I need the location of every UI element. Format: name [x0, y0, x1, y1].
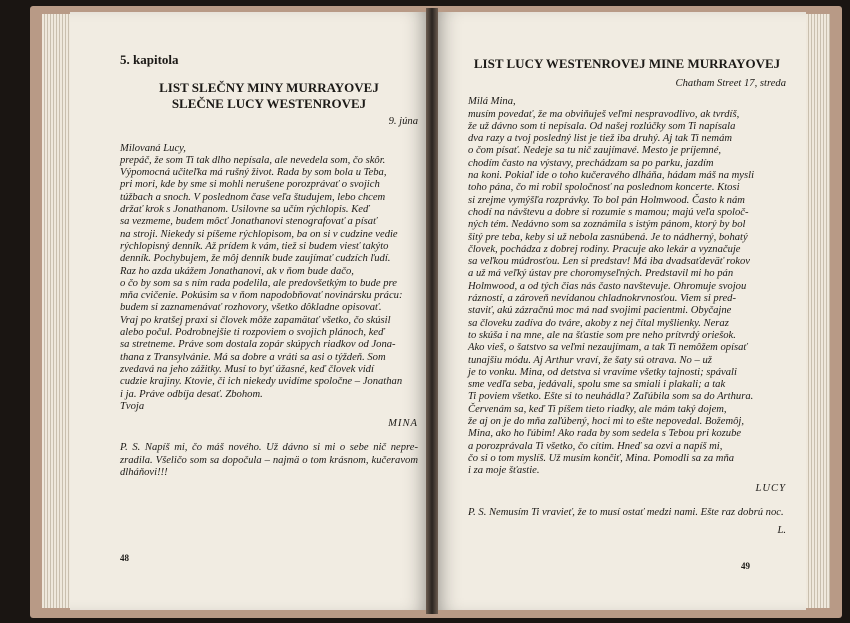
text-line: sa veľkou múdrosťou. Len si predstav! Má iba dvadsaťdeväť rokov [468, 256, 750, 268]
signature-mina: MINA [388, 418, 418, 430]
text-line: Milá Mina, [468, 96, 516, 108]
text-line: budem si zaznamenávať rozhovory, všetko dôkladne opisovať. [120, 302, 382, 314]
text-line: staviť, akú zázračnú moc má nad svojimi pacientmi. Obyčajne [468, 305, 732, 317]
text-line: držať krok s Jonathanom. Usilovne sa učím rýchlopis. Keď [120, 204, 370, 216]
left-page [70, 12, 430, 610]
text-line: sa človeku zadíva do tváre, akoby z nej čítal myšlienky. Neraz [468, 317, 729, 329]
letter-title-line2: SLEČNE LUCY WESTENROVEJ [171, 96, 367, 112]
letter-title-line1: LIST SLEČNY MINY MURRAYOVEJ [159, 80, 379, 96]
text-line: Červenám sa, keď Ti píšem tieto riadky, ale mám taký dojem, [468, 403, 727, 415]
text-line: o čom písať. Nedeje sa tu nič zaujímavé. Mesto je príjemné, [468, 145, 722, 157]
text-line: toho pána, čo mi robil spoločnosť na poslednom koncerte. Ktosi [468, 182, 740, 194]
postscript-right: P. S. Nemusím Ti vravieť, že to musí ostať medzi nami. Ešte raz dobrú noc. [468, 506, 784, 518]
text-line: Tvoja [120, 400, 145, 412]
text-line: čo si o tom myslíš. Už musím končiť, Mina. Pomodli sa za mňa [468, 452, 735, 464]
postscript-signature: L. [777, 525, 786, 537]
text-line: Vraj po kratšej praxi si človek môže zapamätať všetko, čo skúsil [120, 314, 391, 326]
letter-body-right [468, 96, 786, 477]
text-line: Ako vieš, o šatstvo sa veľmi nezaujímam, a tak Ti nemôžem opísať [468, 342, 748, 354]
text-line: prepáč, že som Ti tak dlho nepísala, ale nevedela som, čo skôr. [120, 154, 386, 166]
text-line: denník. Pochybujem, že môj denník bude zaujímať cudzích ľudí. [120, 253, 391, 265]
postscript-left: P. S. Napíš mi, čo máš nového. Už dávno si mi o sebe nič nepre-zradila. Všeličo som sa dopočula – najmä o tom krásnom, kučeravom dlháňovi!!! [120, 442, 418, 479]
book-spine-gutter [426, 8, 438, 614]
text-line: Milovaná Lucy, [120, 142, 186, 154]
text-line: Raz ho azda ukážem Jonathanovi, ak v ňom bude dačo, [120, 265, 354, 277]
text-line: i za moje šťastie. [468, 465, 540, 477]
text-line: človek, pochádza z dobrej rodiny. Pracuje ako lekár a vyznačuje [468, 243, 741, 255]
text-line: je to vonku. Mina, od detstva si vravíme všetky tajnosti; spávali [468, 366, 737, 378]
text-line: thana z Transylvánie. Má sa dobre a vráti sa asi o týždeň. Som [120, 351, 386, 363]
text-line: sme vedľa seba, jedávali, spolu sme sa smiali i plakali; a tak [468, 379, 726, 391]
text-line: musím povedať, že ma obviňuješ veľmi nespravodlivo, ak tvrdíš, [468, 108, 740, 120]
page-number-left: 48 [120, 552, 129, 563]
text-line: rázností, a zároveň nevídanou chladnokrvnosťou. Viem si pred- [468, 293, 736, 305]
text-line: sa vezmeme, budem môcť Jonathanovi stenografovať a písať [120, 216, 377, 228]
text-line: zvedavá na jeho zážitky. Musí to byť úžasné, keď človek vidí [120, 363, 374, 375]
text-line: ných tém. Nedávno som sa zoznámila s istým pánom, ktorý by bol [468, 219, 746, 231]
text-line: chodí na návštevu a dobre si rozumie s mamou; majú veľa spoloč- [468, 206, 749, 218]
right-page [434, 12, 806, 610]
chapter-heading: 5. kapitola [120, 52, 179, 67]
page-number-right: 49 [741, 560, 750, 571]
text-line: o čo by som sa s ním rada podelila, ale predovšetkým to bude pre [120, 277, 397, 289]
text-line: si zrejme vymýšľa rozprávky. To bol pán Holmwood. Často k nám [468, 194, 745, 206]
text-line: Výpomocná učiteľka má rušný život. Rada by som bola u Teba, [120, 167, 387, 179]
text-line: šitý pre teba, keby si už nebola zasnúbená. Je to nádherný, bohatý [468, 231, 748, 243]
text-line: to skúša i na mne, ale na šťastie som pre neho prítvrdý oriešok. [468, 329, 736, 341]
text-line: na koni. Pokiaľ ide o toho kučeravého dlháňa, hádam máš na mysli [468, 170, 755, 182]
text-line: cudzie krajiny. Ktovie, či ich niekedy uvidíme spoločne – Jonathan [120, 376, 403, 388]
text-line: tunajšiu módu. Aj Arthur vraví, že šaty sú otrava. No – už [468, 354, 712, 366]
text-line: sa stretneme. Práve som dostala zopár skúpych riadkov od Jona- [120, 339, 396, 351]
page-edges-left [42, 14, 70, 608]
text-line: túžbach a snoch. V poslednom čase veľa študujem, lebo chcem [120, 191, 386, 203]
letter-body-left [120, 143, 418, 414]
letter-date: 9. júna [388, 116, 418, 128]
letter-address: Chatham Street 17, streda [675, 78, 786, 89]
text-line: a už má veľký ústav pre choromyseľných. Predstavil mi ho pán [468, 268, 734, 280]
text-line: na stroji. Niekedy si píšeme rýchlopisom, ba on si v cudzine vedie [120, 228, 398, 240]
signature-lucy: LUCY [755, 482, 786, 494]
text-line: Mina, ako ho ľúbim! Ako rada by som sedela s Tebou pri kozube [468, 428, 742, 440]
text-line: chodím často na výstavy, prechádzam sa po parku, jazdím [468, 157, 714, 169]
text-line: Holmwood, a od tých čias nás často navštevuje. Ohromuje svojou [468, 280, 747, 292]
text-line: dva razy a tvoj posledný list je tiež iba druhý. Aj tak Ti nemám [468, 133, 733, 145]
text-line: a porozprávala Ti všetko, čo cítim. Hneď sa ozvi a napíš mi, [468, 440, 723, 452]
text-line: že aj on je do mňa zaľúbený, hoci mi to ešte nepovedal. Božemôj, [468, 416, 744, 428]
text-line: rýchlopisný denník. Až prídem k vám, tiež si budem viesť takýto [120, 240, 389, 252]
text-line: i ja. Práve odbíja desať. Zbohom. [120, 388, 263, 400]
text-line: Ti poviem všetko. Ešte si to neuhádla? Zaľúbila som sa do Arthura. [468, 391, 754, 403]
text-line: že už dávno som ti nepísala. Od našej rozlúčky som Ti napísala [468, 120, 736, 132]
text-line: mňa cvičenie. Pokúsim sa v ňom napodobňovať novinársku prácu: [120, 290, 403, 302]
page-edges-right [806, 14, 830, 608]
text-line: pri mori, kde by sme si mohli nerušene porozprávať o svojich [120, 179, 380, 191]
text-line: alebo počul. Podrobnejšie ti rozpoviem o svojich plánoch, keď [120, 327, 385, 339]
letter-title-right: LIST LUCY WESTENROVEJ MINE MURRAYOVEJ [473, 56, 781, 71]
